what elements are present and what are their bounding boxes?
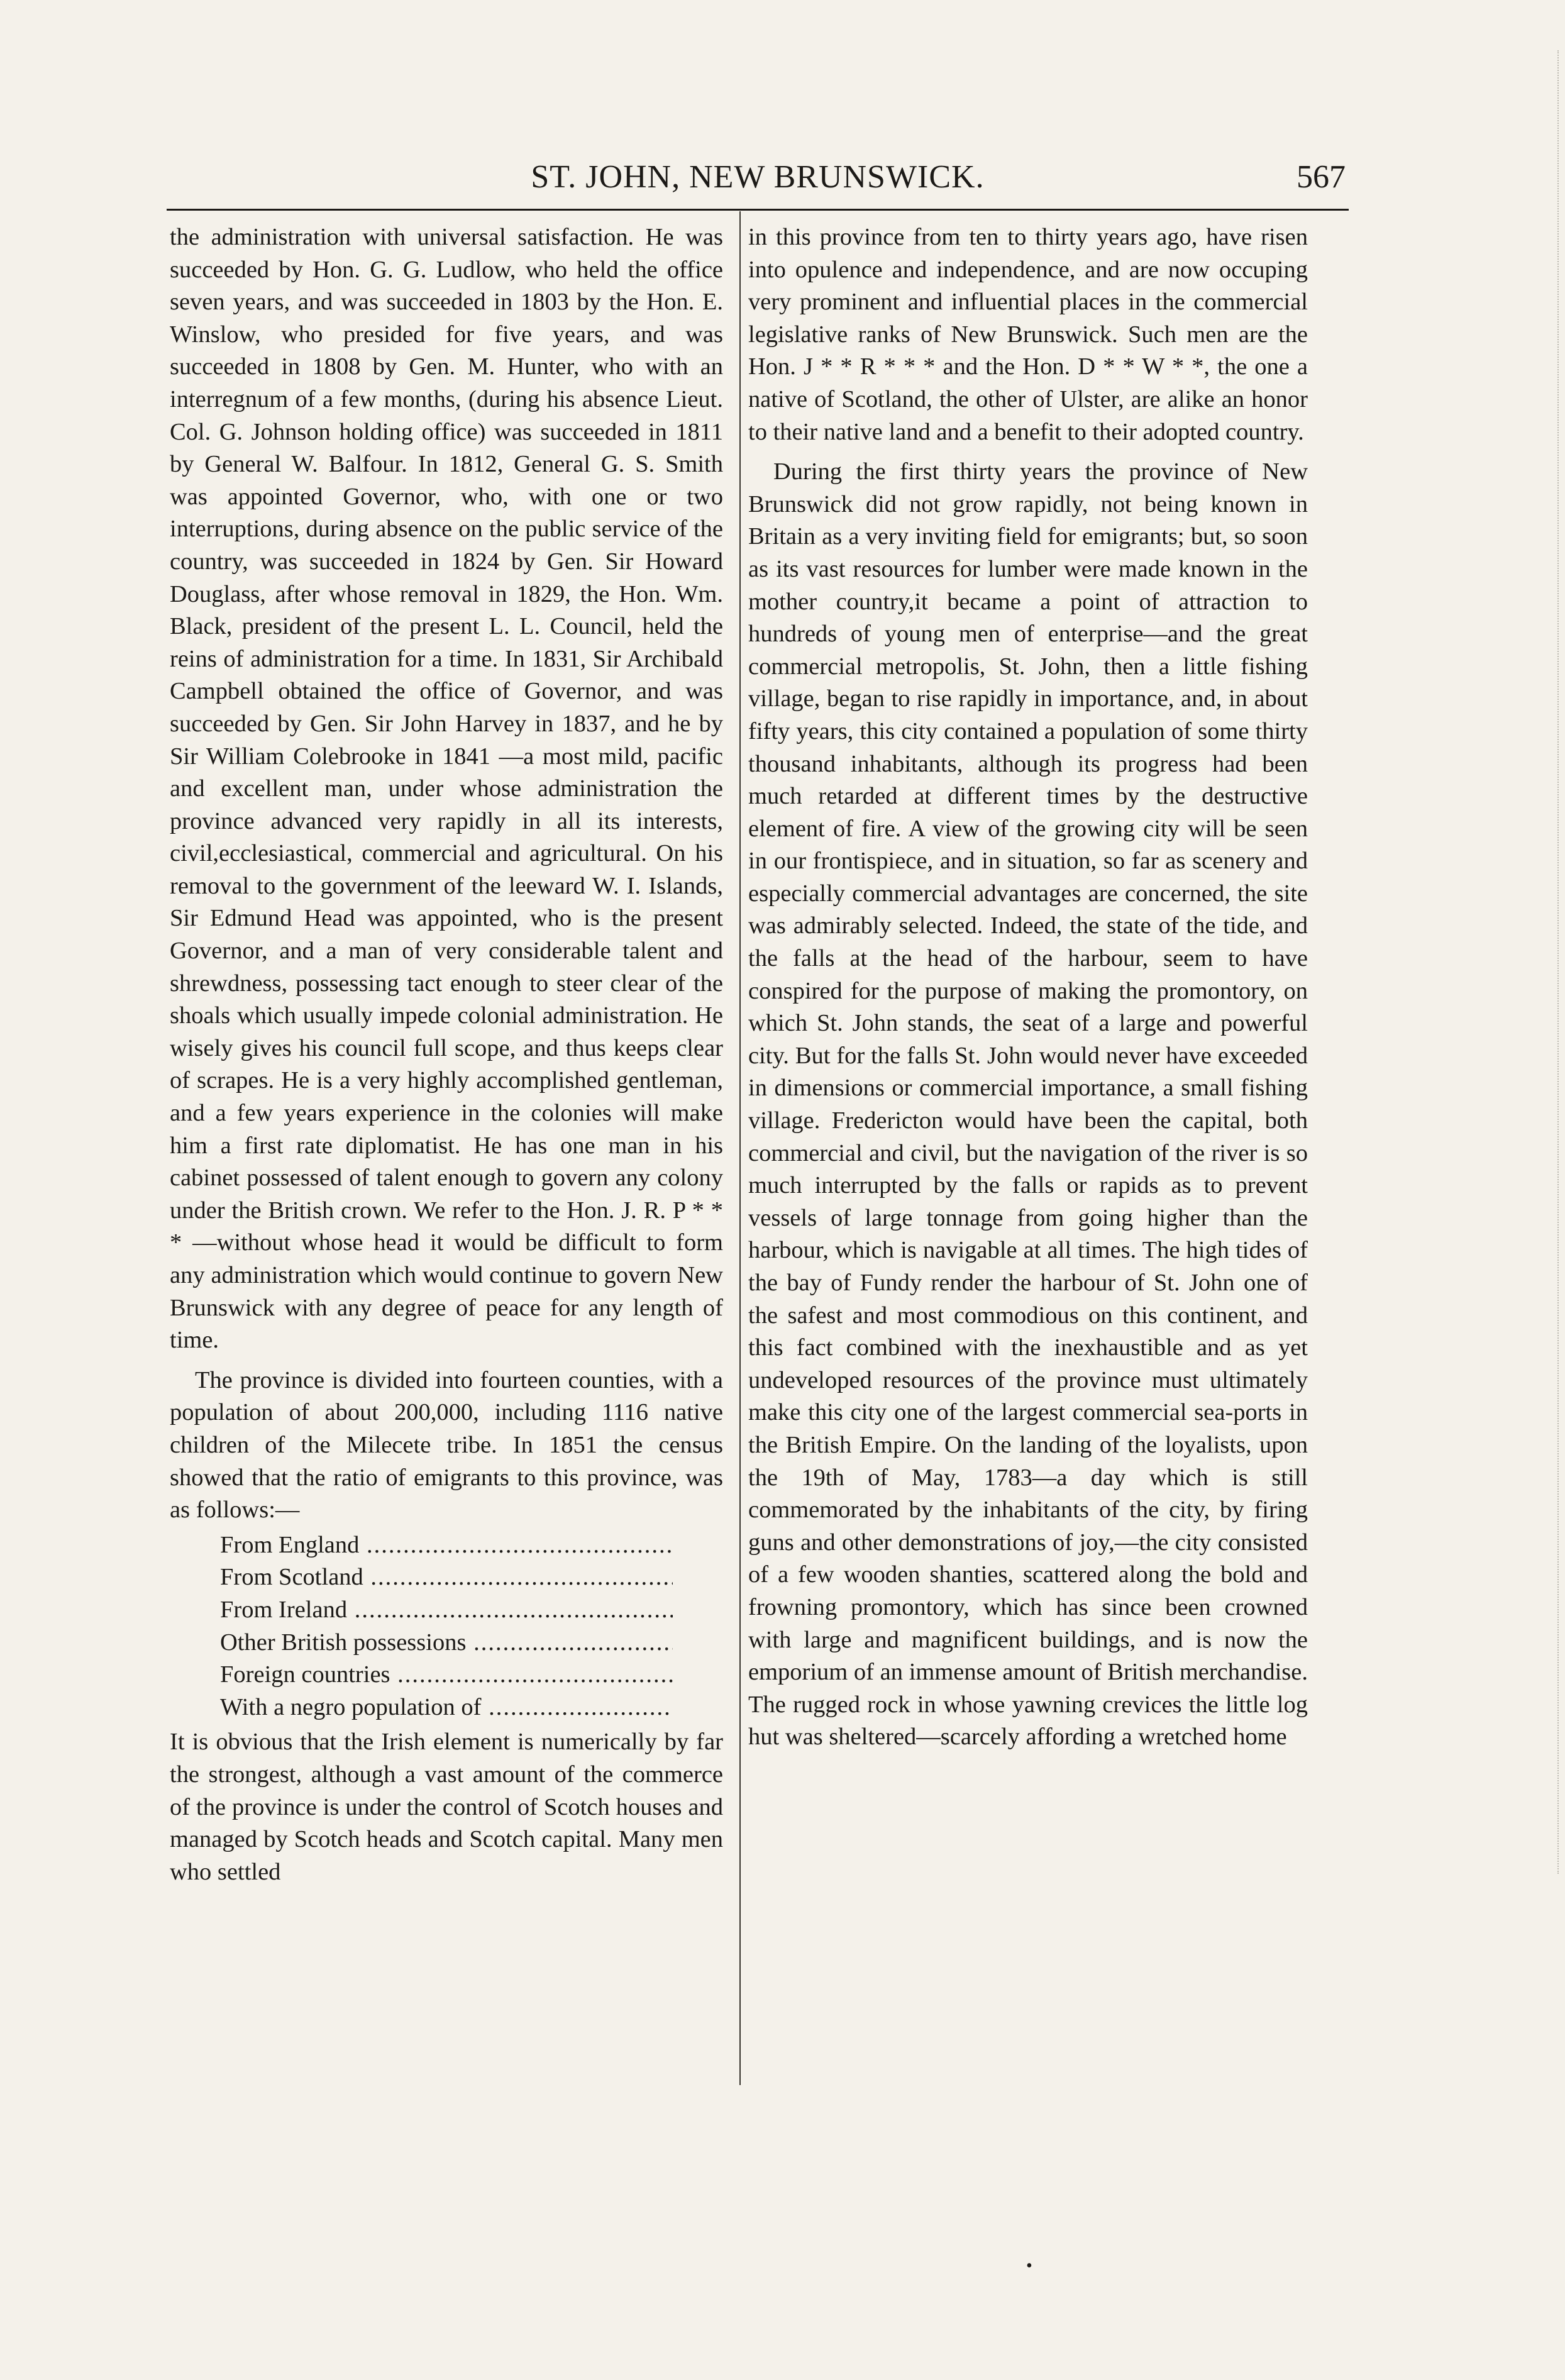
right-paragraph-2: During the first thirty years the province of New Brunswick did not grow rapidly, not being known in Britain as a very inviting field for emigrants; but, so soon as its vast resources for lumber were made known in the mother country,it became a point of attraction to hundreds of young men of enterprise—and the great commercial metropolis, St. John, then a little fishing village, began to rise rapidly in importance, and, in about fifty years, this city contained a population of some thirty thousand inhabitants, although its progress had been much retarded at different times by the destructive element of fire. A view of the growing city will be seen in our frontispiece, and in situation, so far as scenery and especially commercial advantages are concerned, the site was admirably selected. Indeed, the state of the tide, and the falls at the head of the harbour, seem to have conspired for the purpose of making the promontory, on which St. John stands, the seat of a large and powerful city. But for the falls St. John would never have exceeded in dimensions or commercial importance, a small fishing village. Fredericton would have been the capital, both commercial and civil, but the navigation of the river is so much interrupted by the falls or rapids as to prevent vessels of large tonnage from going higher than the harbour, which is navigable at all times. The high tides of the bay of Fundy render the harbour of St. John one of the safest and most commodious on this continent, and this fact combined with the inexhaustible and as yet undeveloped resources of the province must ultimately make this city one of the largest commercial sea-ports in the British Empire. On the landing of the loyalists, upon the 19th of May, 1783—a day which is still commemorated by the inhabitants of the city, by firing guns and other demonstrations of joy,—the city consisted of a few wooden shanties, scattered along the bold and frowning promontory, which has since been crowned with large and magnificent buildings, and is now the emporium of an immense amount of British merchandise. The rugged rock in whose yawning crevices the little log hut was sheltered—scarcely affording a wretched home [748,458,1308,1751]
census-row [220,1561,673,1594]
census-row [220,1594,673,1627]
running-title: ST. JOHN, NEW BRUNSWICK. [531,159,985,195]
left-paragraph-2: The province is divided into fourteen counties, with a population of about 200,000, including 1116 native children of the Milecete tribe. In 1851 the census showed that the ratio of emigrants to this province, was as follows:— [170,1366,723,1524]
census-label: Foreign countries ..... [220,1659,673,1691]
margin-show-through [1520,50,1559,1874]
census-row [220,1627,673,1659]
census-row [220,1529,673,1562]
left-paragraph-3: It is obvious that the Irish element is numerically by far the strongest, although a vast amount of the commerce of the province is under the control of Scotch houses and managed by Scotch heads and Scotch capital. Many men who settled [170,1729,723,1885]
census-label: Other British possessions ..... [220,1627,673,1659]
census-row [220,1691,673,1724]
ink-speck: • [1026,2256,1032,2276]
page-number: 567 [1297,159,1346,195]
left-column [170,221,723,1888]
header-rule [167,209,1349,211]
right-column [748,221,1308,1754]
column-divider [739,211,741,2085]
census-label: With a negro population of ..... [220,1691,673,1724]
census-row [220,1659,673,1691]
census-label: From Ireland ..... [220,1594,673,1627]
census-label: From England ..... [220,1529,673,1562]
census-label: From Scotland ..... [220,1561,673,1594]
left-paragraph-1: the administration with universal satisfaction. He was succeeded by Hon. G. G. Ludlow, who held the office seven years, and was succeeded in 1803 by the Hon. E. Winslow, who presided for five years, and was succeeded in 1808 by Gen. M. Hunter, who with an interregnum of a few months, (during his absence Lieut. Col. G. Johnson holding office) was succeeded in 1811 by General W. Balfour. In 1812, General G. S. Smith was appointed Governor, who, with one or two interruptions, during absence on the public service of the country, was succeeded in 1824 by Gen. Sir Howard Douglass, after whose removal in 1829, the Hon. Wm. Black, president of the present L. L. Council, held the reins of administration for a time. In 1831, Sir Archibald Campbell obtained the office of Governor, and was succeeded by Gen. Sir John Harvey in 1837, and he by Sir William Colebrooke in 1841 —a most mild, pacific and excellent man, under whose administration the province advanced very rapidly in all its interests, civil,ecclesiastical, commercial and agricultural. On his removal to the government of the leeward W. I. Islands, Sir Edmund Head was appointed, who is the present Governor, and a man of very considerable talent and shrewdness, possessing tact enough to steer clear of the shoals which usually impede colonial administration. He wisely gives his council full scope, and thus keeps clear of scrapes. He is a very highly accomplished gentleman, and a few years experience in the colonies will make him a first rate diplomatist. He has one man in his cabinet possessed of talent enough to govern any colony under the British crown. We refer to the Hon. J. R. P * * * —without whose head it would be difficult to form any administration which would continue to govern New Brunswick with any degree of peace for any length of time. [170,224,723,1354]
right-paragraph-1: in this province from ten to thirty years ago, have risen into opulence and independence, and are now occuping very prominent and influential places in the commercial legislative ranks of New Brunswick. Such men are the Hon. J * * R * * * and the Hon. D * * W * *, the one a native of Scotland, the other of Ulster, are alike an honor to their native land and a benefit to their adopted country. [748,224,1308,445]
running-head [170,158,1346,196]
census-table [220,1529,673,1724]
